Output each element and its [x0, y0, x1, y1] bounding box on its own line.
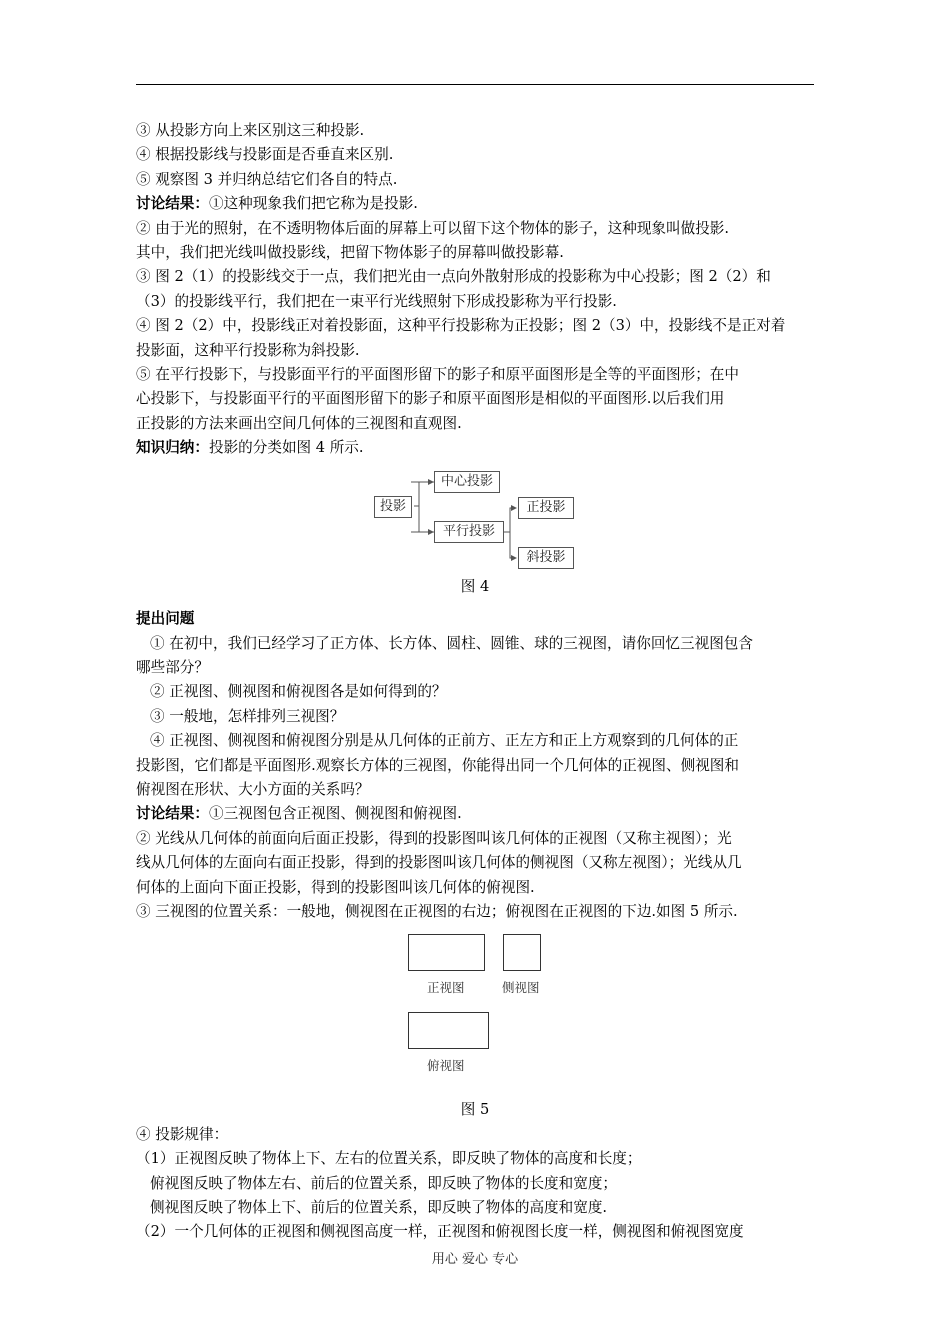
rule-line: （1）正视图反映了物体上下、左右的位置关系，即反映了物体的高度和长度； [136, 1150, 642, 1168]
text-line: （3）的投影线平行，我们把在一束平行光线照射下形成投影称为平行投影. [136, 292, 617, 310]
figure-4-caption: 图 4 [460, 577, 490, 595]
top-view-rect [408, 1012, 489, 1049]
rule-line: （2）一个几何体的正视图和侧视图高度一样，正视图和俯视图长度一样，侧视图和俯视图宽度 [136, 1223, 744, 1241]
question-line: ④ 正视图、侧视图和俯视图分别是从几何体的正前方、正左方和正上方观察到的几何体的正 [150, 732, 739, 750]
text-line: ② 由于光的照射，在不透明物体后面的屏幕上可以留下这个物体的影子，这种现象叫做投影. [136, 219, 730, 237]
side-view-rect [503, 934, 541, 971]
front-view-label: 正视图 [427, 980, 465, 996]
text-line: ④ 根据投影线与投影面是否垂直来区别. [136, 146, 394, 164]
connector-ortho [504, 508, 516, 532]
node-central-projection: 中心投影 [434, 471, 500, 493]
discussion-label: 讨论结果： [136, 195, 209, 213]
top-view-label: 俯视图 [427, 1058, 465, 1074]
front-view-rect [408, 934, 485, 971]
text-line: ④ 投影规律： [136, 1125, 229, 1143]
text-line: 何体的上面向下面正投影，得到的投影图叫该几何体的俯视图. [136, 878, 535, 896]
arrow-oblique [511, 555, 517, 561]
discussion-label: 讨论结果： [136, 805, 209, 823]
header-rule [136, 84, 814, 85]
section-heading: 提出问题 [136, 610, 195, 628]
connector-oblique [510, 532, 516, 558]
figure-5-diagram [136, 932, 816, 1098]
text-line: 线从几何体的左面向右面正投影，得到的投影图叫该几何体的侧视图（又称左视图）；光线从几 [136, 854, 742, 872]
text-line: ④ 图 2（2）中，投影线正对着投影面，这种平行投影称为正投影；图 2（3）中，投影线不是正对着 [136, 317, 786, 335]
question-line: 哪些部分？ [136, 658, 209, 676]
figure-5-caption: 图 5 [460, 1101, 490, 1119]
text-line: ⑤ 在平行投影下，与投影面平行的平面图形留下的影子和原平面图形是全等的平面图形；在中 [136, 366, 739, 384]
knowledge-summary [136, 436, 816, 460]
node-oblique-projection: 斜投影 [518, 547, 574, 569]
discussion-text: ①这种现象我们把它称为是投影. [208, 195, 418, 213]
question-line: ③ 一般地，怎样排列三视图？ [150, 707, 345, 725]
text-line: ⑤ 观察图 3 并归纳总结它们各自的特点. [136, 170, 398, 188]
node-orthographic-projection: 正投影 [518, 497, 574, 519]
text-line: ③ 从投影方向上来区别这三种投影. [136, 122, 365, 139]
discussion-result-1 [136, 192, 816, 216]
text-line: ② 光线从几何体的前面向后面正投影，得到的投影图叫该几何体的正视图（又称主视图）；光 [136, 829, 732, 847]
question-line: 投影图，它们都是平面图形.观察长方体的三视图，你能得出同一个几何体的正视图、侧视图和 [136, 756, 739, 774]
summary-text: 投影的分类如图 4 所示. [208, 439, 364, 457]
page-body [136, 119, 816, 1245]
page-footer: 用心 爱心 专心 [431, 1252, 519, 1267]
side-view-label: 侧视图 [502, 980, 540, 996]
question-line: ② 正视图、侧视图和俯视图各是如何得到的？ [150, 683, 447, 701]
summary-label: 知识归纳： [136, 439, 209, 457]
text-line: 正投影的方法来画出空间几何体的三视图和直观图. [136, 414, 462, 432]
text-line: ③ 三视图的位置关系：一般地，侧视图在正视图的右边；俯视图在正视图的下边.如图 5 所示. [136, 902, 738, 920]
connector-root-bracket [411, 482, 419, 532]
discussion-result-2 [136, 802, 816, 826]
discussion-text: ①三视图包含正视图、侧视图和俯视图. [208, 805, 462, 823]
node-projection: 投影 [374, 496, 412, 518]
text-line: 投影面，这种平行投影称为斜投影. [136, 341, 360, 359]
question-line: 俯视图在形状、大小方面的关系吗？ [136, 780, 370, 798]
text-line: ③ 图 2（1）的投影线交于一点，我们把光由一点向外散射形成的投影称为中心投影；图 2（2）和 [136, 268, 771, 286]
question-line: ① 在初中，我们已经学习了正方体、长方体、圆柱、圆锥、球的三视图，请你回忆三视图包含 [150, 634, 753, 652]
figure-4-diagram [136, 467, 816, 575]
arrow-ortho [511, 505, 517, 511]
rule-line: 俯视图反映了物体左右、前后的位置关系，即反映了物体的长度和宽度； [150, 1174, 618, 1192]
rule-line: 侧视图反映了物体上下、前后的位置关系，即反映了物体的高度和宽度. [150, 1199, 608, 1216]
node-parallel-projection: 平行投影 [434, 521, 504, 543]
text-line: 其中，我们把光线叫做投影线，把留下物体影子的屏幕叫做投影幕. [136, 244, 564, 262]
text-line: 心投影下，与投影面平行的平面图形留下的影子和原平面图形是相似的平面图形.以后我们用 [136, 390, 725, 408]
